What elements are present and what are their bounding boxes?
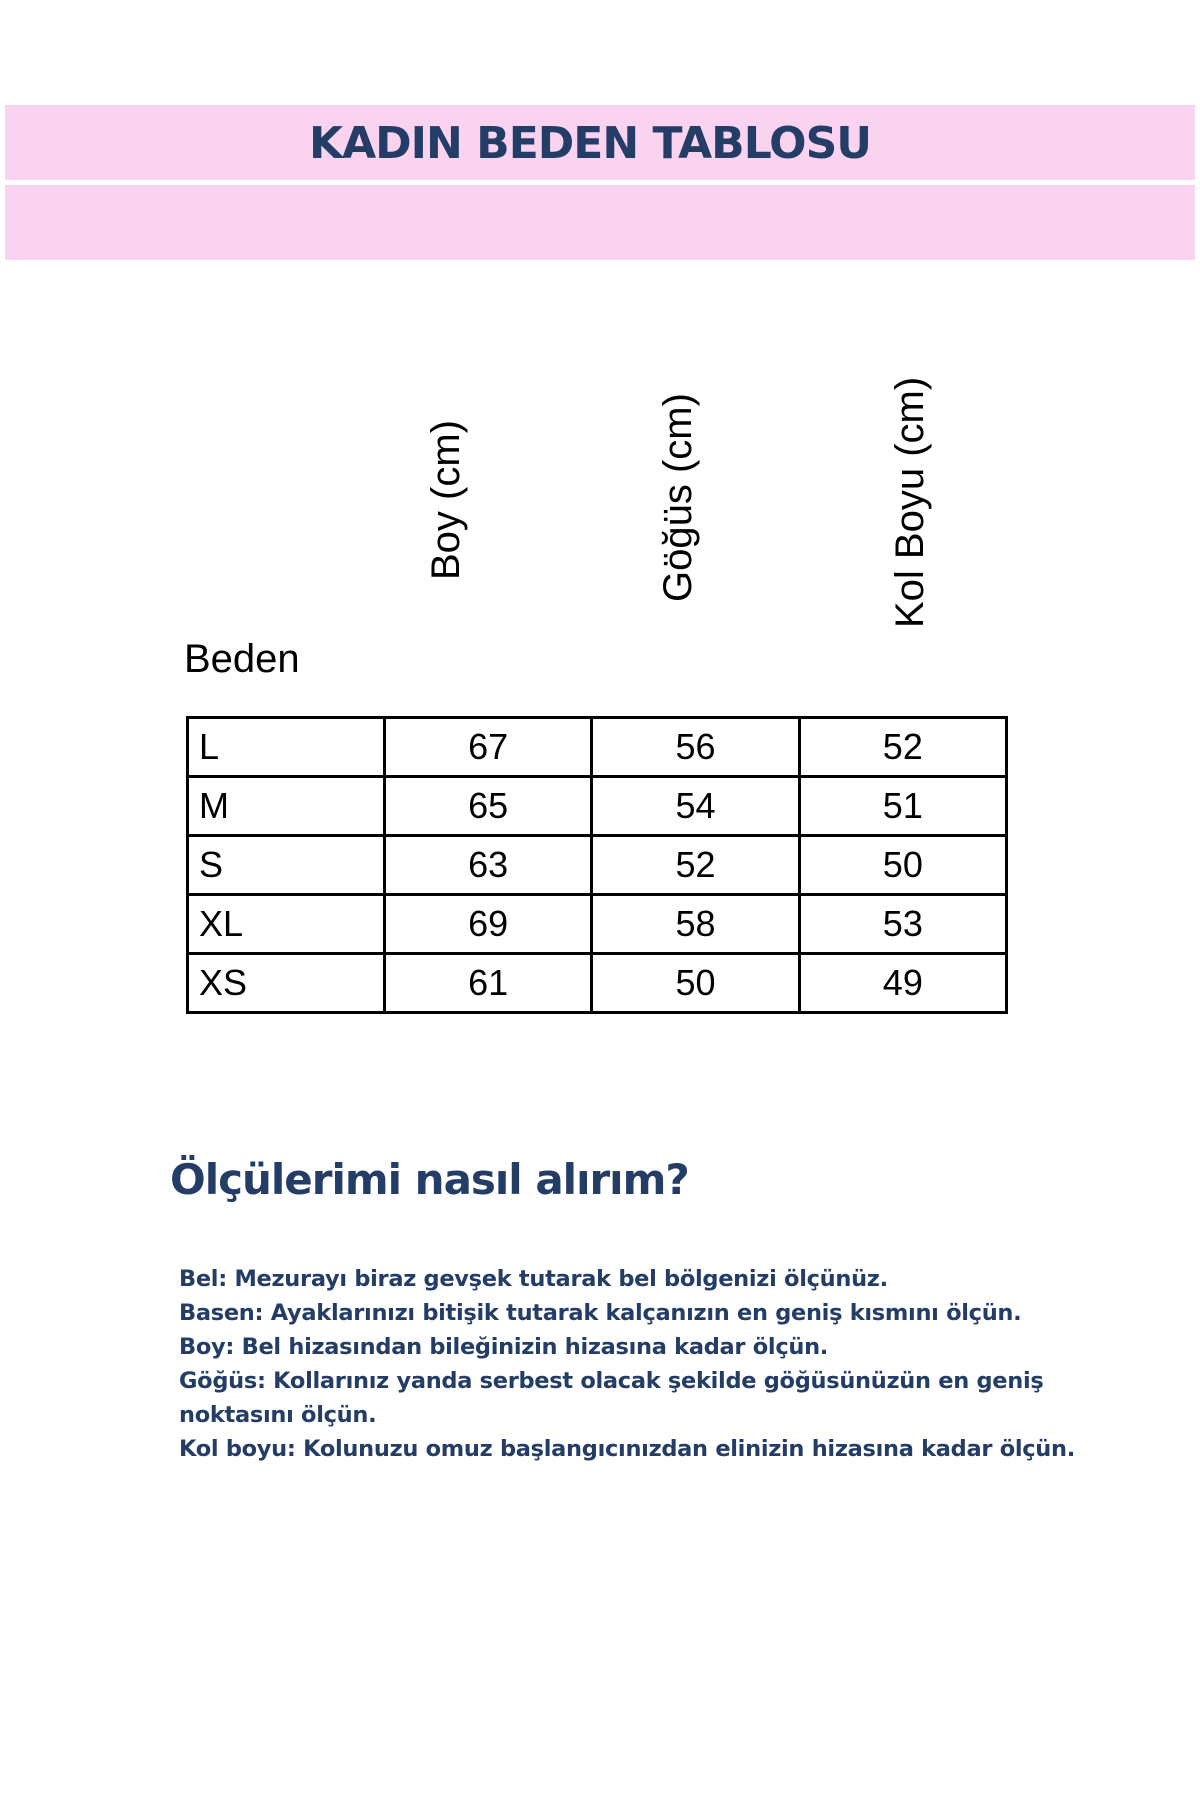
size-table <box>186 716 1008 1014</box>
size-column-label: Beden <box>184 637 300 681</box>
gogus-cell: 54 <box>592 777 799 836</box>
instruction-boy: Boy: Bel hizasından bileğinizin hizasına kadar ölçün. <box>179 1334 829 1360</box>
size-cell: S <box>188 836 385 895</box>
kol-boyu-cell: 50 <box>799 836 1006 895</box>
column-header-kol-boyu: Kol Boyu (cm) <box>888 376 932 628</box>
gogus-cell: 56 <box>592 718 799 777</box>
column-header-boy: Boy (cm) <box>424 420 468 580</box>
table-row <box>188 836 1007 895</box>
table-row <box>188 954 1007 1013</box>
boy-cell: 65 <box>385 777 592 836</box>
gogus-cell: 50 <box>592 954 799 1013</box>
size-cell: M <box>188 777 385 836</box>
table-row <box>188 895 1007 954</box>
table-row <box>188 777 1007 836</box>
column-header-gogus: Göğüs (cm) <box>656 393 700 602</box>
kol-boyu-cell: 49 <box>799 954 1006 1013</box>
gogus-cell: 52 <box>592 836 799 895</box>
instruction-gogus: Göğüs: Kollarınız yanda serbest olacak şekilde göğüsünüzün en geniş noktasını ölçün. <box>179 1368 1044 1428</box>
boy-cell: 67 <box>385 718 592 777</box>
size-cell: XS <box>188 954 385 1013</box>
kol-boyu-cell: 52 <box>799 718 1006 777</box>
instruction-kol-boyu: Kol boyu: Kolunuzu omuz başlangıcınızdan elinizin hizasına kadar ölçün. <box>179 1436 1075 1462</box>
measurement-guide-heading: Ölçülerimi nasıl alırım? <box>170 1155 689 1204</box>
table-row <box>188 718 1007 777</box>
kol-boyu-cell: 51 <box>799 777 1006 836</box>
page-title: KADIN BEDEN TABLOSU <box>309 118 871 169</box>
size-cell: L <box>188 718 385 777</box>
instruction-bel: Bel: Mezurayı biraz gevşek tutarak bel bölgenizi ölçünüz. <box>179 1266 888 1292</box>
boy-cell: 63 <box>385 836 592 895</box>
kol-boyu-cell: 53 <box>799 895 1006 954</box>
size-cell: XL <box>188 895 385 954</box>
boy-cell: 69 <box>385 895 592 954</box>
measurement-instructions <box>179 1262 1099 1466</box>
boy-cell: 61 <box>385 954 592 1013</box>
gogus-cell: 58 <box>592 895 799 954</box>
instruction-basen: Basen: Ayaklarınızı bitişik tutarak kalçanızın en geniş kısmını ölçün. <box>179 1300 1022 1326</box>
title-banner-lower <box>5 185 1195 260</box>
